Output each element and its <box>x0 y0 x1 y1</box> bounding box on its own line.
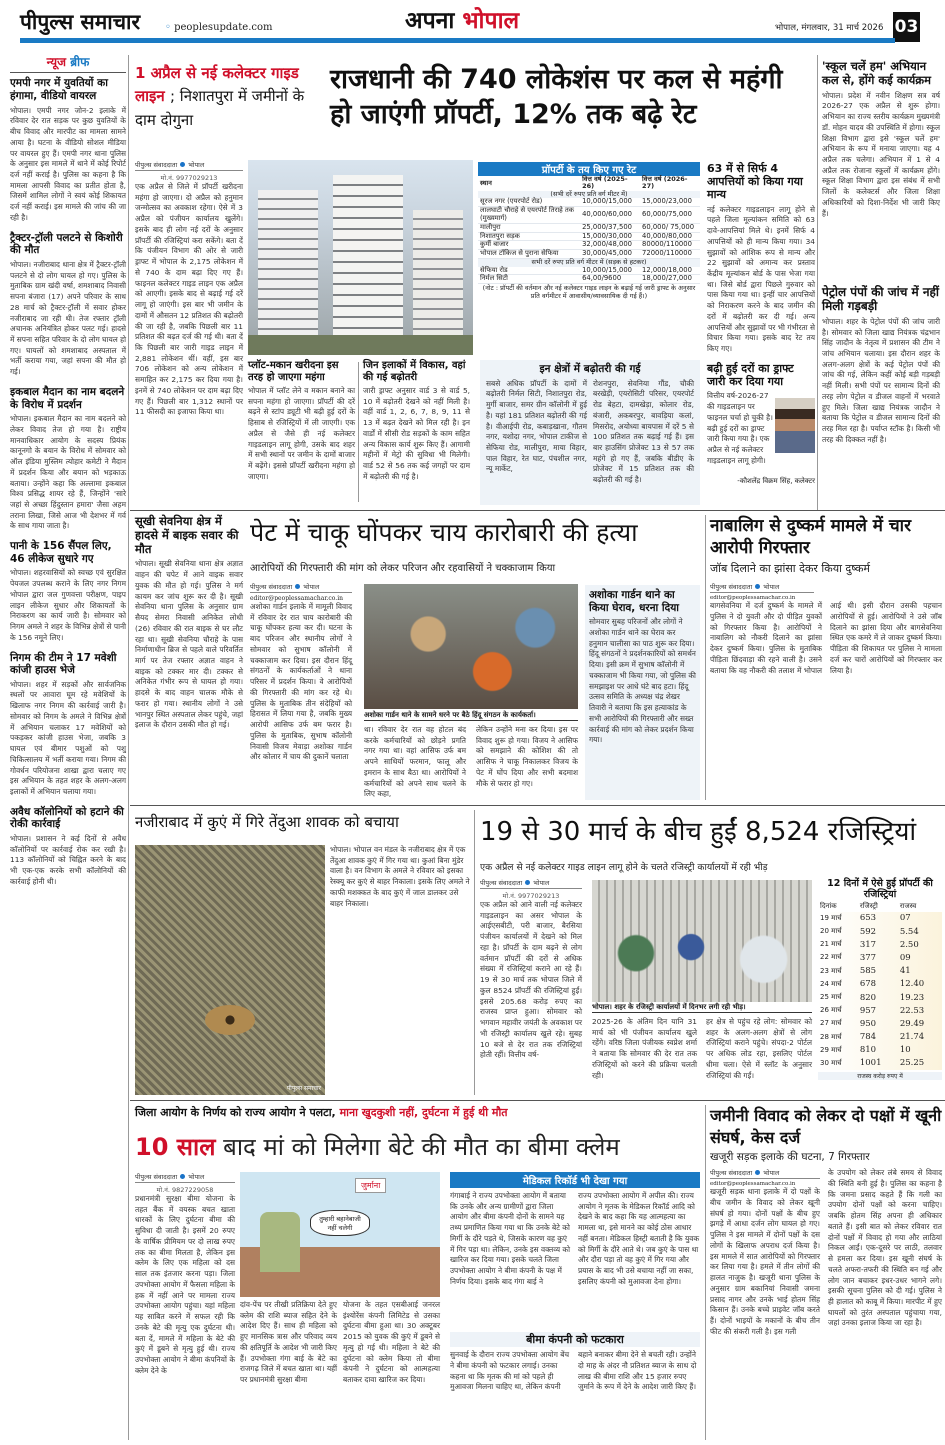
minor-article <box>710 515 942 800</box>
section-rule <box>130 805 945 806</box>
rates-cell: लालघाटी चौराहे से एयरपोर्ट तिराहे तक (मुख्यमार्ग) <box>480 206 574 223</box>
registry-cell: 592 <box>859 926 877 937</box>
registry-row <box>818 965 942 978</box>
brief-headline: ट्रैक्टर-ट्रॉली पलटने से किशोरी की मौत <box>10 231 123 257</box>
land-article <box>710 1105 942 1440</box>
land-byline <box>710 1168 820 1179</box>
brief-body: भोपाल। शहरवासियों को स्वच्छ एवं सुरक्षित पेयजल उपलब्ध कराने के लिए नगर निगम भोपाल द्वारा जल गुणवत्ता परीक्षण, पाइप लाइन लीकेज सुधार और शिकायतों के निराकरण का कार्य जारी है। सोमवार को निगम अमले ने शहर के विभिन्न क्षेत्रों से पानी के 156 नमूने लिए। <box>10 568 126 642</box>
draft-headline: बढ़ी हुई दरों का ड्राफ्ट जारी कर दिया गया <box>707 362 794 389</box>
rates-cell: 40,000/60,000 <box>582 210 632 219</box>
dateline: भोपाल, मंगलवार, 31 मार्च 2026 <box>775 23 884 33</box>
school-headline: 'स्कूल चलें हम' अभियान कल से, होंगे कई कार्यक्रम <box>822 59 932 87</box>
registry-cell: 950 <box>859 1018 877 1029</box>
page-number: 03 <box>893 12 920 42</box>
areas-box <box>480 360 700 505</box>
insurance-article <box>135 1172 235 1442</box>
rates-col-header: वित्त वर्ष (2025-26) <box>582 175 628 191</box>
registry-cell: 09 <box>899 952 911 963</box>
byline-place: भोपाल <box>188 1173 205 1181</box>
section-rule <box>130 510 945 511</box>
registry-cell: 1001 <box>859 1058 882 1069</box>
school-article <box>822 60 940 255</box>
rates-cell: मालीपुरा <box>480 222 501 231</box>
brief-headline: इकबाल मैदान का नाम बदलने के विरोध में प्रदर्शन <box>10 385 125 411</box>
rates-cell: 64,00/9600 <box>582 274 622 283</box>
registry-table-note: राजस्व करोड़ रुपए में <box>818 1072 942 1080</box>
rates-cell: 10,000/15,000 <box>582 265 632 274</box>
rates-cell: सेफिया रोड <box>480 265 508 274</box>
insurance-body-3: योजना के तहत एसबीआई जनरल इंश्योरेंस कंपनी लिमिटेड से उसका दुर्घटना बीमा हुआ था। 30 अक्टूबर 2015 को युवक की कुएं में डूबने से मृत्यु हो गई थी। महिला ने बेटे की दुर्घटना को क्लेम किया तो बीमा कंपनी ने दुर्घटना को आत्महत्या बताकर दावा खारिज कर दिया। <box>343 1300 440 1385</box>
brief-title-a: न्यूज <box>46 55 66 69</box>
registry-headline: 19 से 30 मार्च के बीच हुईं 8,524 रजिस्ट्रियां <box>480 817 917 847</box>
kicker-black: जिला आयोग के निर्णय को राज्य आयोग ने पलटा, <box>135 1106 336 1119</box>
rates-cell: 32,000/48,000 <box>582 240 632 249</box>
murder-body-3: लेकिन उन्होंने मना कर दिया। इस पर विवाद शुरू हो गया। विजय ने आसिफ को समझाने की कोशिश की तो आसिफ ने चाकू निकालकर विजय के पेट में घोंप दिया और सभी बदमाश मौके से फरार हो गए। <box>476 725 578 788</box>
rates-cell: 18,000/27,000 <box>642 274 692 283</box>
minor-subhead: जॉब दिलाने का झांसा देकर किया दुष्कर्म <box>710 562 870 576</box>
registry-cell: 21 मार्च <box>820 940 842 949</box>
registry-article <box>480 878 582 1095</box>
registry-table <box>818 901 942 1070</box>
medical-box <box>450 1172 700 1327</box>
dot-icon <box>295 584 300 589</box>
column-divider <box>474 810 475 1095</box>
registry-cell: 19.23 <box>899 992 925 1003</box>
kicker-red: माना खुदकुशी नहीं, दुर्घटना में हुई थी मौत <box>339 1106 508 1119</box>
rates-cell: निर्मल सिटी <box>480 274 508 283</box>
byline-place: भोपाल <box>763 1169 780 1178</box>
rates-footnote: (नोट : प्रॉपर्टी की वर्तमान और नई कलेक्टर गाइड लाइन के बढ़ाई गई जारी ड्राफ्ट के अनुसार प्रति वर्गमीटर में आवासीय/व्यावसायिक दी गई हैं।) <box>482 284 696 300</box>
byline-name: पीपुल्स संवाददाता <box>135 161 178 169</box>
registry-cell: 41 <box>899 966 911 977</box>
headline-rest: बाद मां को मिलेगा बेटे की मौत का बीमा क्लेम <box>223 1133 620 1161</box>
medical-box-title: मेडिकल रिकॉर्ड भी देखा गया <box>450 1172 700 1188</box>
lead-byline <box>135 160 243 171</box>
registry-body-2: 2025-26 के अंतिम दिन यानि 31 मार्च को भी पंजीयन कार्यालय खुले रहेंगे। वरिष्ठ जिला पंजीयक स्वप्नेश शर्मा ने बताया कि सोमवार की देर रात तक रजिस्ट्रियों को करने की प्रक्रिया चलती रही। <box>592 1017 697 1080</box>
brief-headline: एमपी नगर में युवतियों का हंगामा, वीडियो वायरल <box>10 77 108 102</box>
plot-body: भोपाल में प्लॉट लेने व मकान बनाने का सपना महंगा हो जाएगा। प्रॉपर्टी की दरें बढ़ने से स्टांप ड्यूटी भी बढ़ी हुई दरों के हिसाब से रजिस्ट्रियों में ली जाएगी। एक अप्रैल से जैसे ही नई कलेक्टर गाइडलाइन लागू होगी, उसके बाद शहर में सभी स्थानों पर जमीन के दामों बाजार में बढ़ेंगे। इससे प्रॉपर्टी खरीदना महंगा हो जाएगा। <box>248 386 355 481</box>
minor-byline <box>710 582 814 593</box>
sukhi-article <box>135 515 243 800</box>
column-divider <box>358 362 359 502</box>
rates-cell: 10,000/15,000 <box>582 197 632 206</box>
brief-title-b: ब्रीफ <box>70 55 90 69</box>
insurance-phone: मो.नं. 9827229058 <box>156 1186 214 1194</box>
brief-item <box>10 806 126 888</box>
cartoon-bubble: तुम्हारी बहानेबाजी नहीं चलेगी <box>310 1210 370 1236</box>
lead-phone: मो.नं. 9977029213 <box>160 174 218 182</box>
registry-cell: 957 <box>859 1005 877 1016</box>
buildings-photo <box>248 160 473 355</box>
wards-article <box>363 360 470 505</box>
registry-cell: 07 <box>899 913 911 924</box>
brief-item <box>10 540 126 643</box>
registry-row <box>818 991 942 1004</box>
registry-cell: 784 <box>859 1032 877 1043</box>
section-rule <box>130 1100 945 1101</box>
brief-headline: अवैध कॉलोनियों को हटाने की रोकी कार्रवाई <box>10 805 124 831</box>
rates-cell: 15,000/30,000 <box>582 231 632 240</box>
newspaper-logo: पीपुल्स समाचार <box>20 10 141 34</box>
areas-headline: इन क्षेत्रों में बढ़ोतरी की गई <box>539 363 641 375</box>
leopard-body: भोपाल। भोपाल वन मंडल के नजीराबाद क्षेत्र में एक तेंदुआ शावक कुएं में गिर गया था। कुआं बिना मुंडेर वाला है। वन विभाग के अमले ने रविवार को इसका रेस्क्यू कर कुएं से बाहर निकाला। इसके लिए अमले ने काफी मशक्कत के बाद कुएं में जाल डालकर उसे बाहर निकाला। <box>330 845 470 908</box>
section-title-a: अपना <box>405 8 455 34</box>
dot-icon <box>180 1174 185 1179</box>
plot-article <box>248 360 355 505</box>
rates-title: प्रॉपर्टी के तय किए गए रेट <box>478 162 700 176</box>
lead-kicker-red: 1 अप्रैल से नई कलेक्टर गाइड लाइन <box>135 64 299 106</box>
objections-headline: 63 में से सिर्फ 4 आपत्तियों को किया गया मान्य <box>707 162 803 202</box>
rates-cell: 60,000/75,000 <box>642 210 692 219</box>
lead-body: एक अप्रैल से जिले में प्रॉपर्टी खरीदना महंगा हो जाएगा। दो अप्रैल को हनुमान जन्मोत्सव का अवकाश रहेगा। ऐसे में 3 अप्रैल को पंजीयन कार्यालय खुलेंगे। इसके बाद ही लोग नई दरों के अनुसार प्रॉपर्टी की रजिस्ट्रियां करा सकेंगे। बता दें कि पंजीयन विभाग की ओर से जारी ड्राफ्ट में भोपाल के 2,175 लोकेशन में से 740 के दाम बढ़ा दिए गए हैं। फाइनल कलेक्टर गाइड लाइन एक अप्रैल को आएगी। इसके बाद से बढ़ाई गई दरें लागू हो जाएंगी। इस बार भी जमीन के दामों में औसतन 12 प्रतिशत की बढ़ोतरी की जा रही है, जबकि पिछली बार 11 प्रतिशत की बढ़त दर्ज की गई थी। बता दें कि पिछली बार जारी गाइड लाइन में 2,881 लोकेशन थीं। वहीं, इस बार 706 लोकेशन को अन्य लोकेशन में समाहित कर 2,175 कर दिया गया है। इनमें से 740 लोकेशन पर दाम बढ़ा दिए गए हैं। पिछली बार 1,312 स्थानों पर 11 फीसदी का इजाफा किया था। <box>135 182 243 417</box>
registry-office-photo <box>592 880 812 1002</box>
registry-cell: 810 <box>859 1045 877 1056</box>
collector-photo <box>775 398 815 453</box>
registry-cell: 653 <box>859 913 877 924</box>
registry-table-title: 12 दिनों में ऐसे हुई प्रॉपर्टी की रजिस्ट्रियां <box>827 878 933 901</box>
rates-col-header: वित्त वर्ष (2026-27) <box>642 175 688 191</box>
byline-name: पीपुल्स संवाददाता <box>250 583 293 591</box>
lead-article <box>135 160 243 505</box>
registry-byline <box>480 878 582 889</box>
registry-row <box>818 978 942 991</box>
registry-row <box>818 1030 942 1043</box>
brief-item <box>10 386 126 532</box>
registry-row <box>818 1004 942 1017</box>
rates-cell: निशातपुरा सड़क <box>480 231 520 240</box>
objections-body: नई कलेक्टर गाइडलाइन लागू होने से पहले जिला मूल्यांकन समिति को 63 दावे-आपत्तियां मिले थे। इनमें सिर्फ 4 आपत्तियों को ही मान्य किया गया। 34 सुझावों को आंशिक रूप से मान्य और 22 सुझावों को अमान्य कर प्रस्ताव केंद्रीय मूल्यांकन बोर्ड के पास भेजा गया था। जिसे बोर्ड द्वारा पिछले गुरुवार को पास किया गया था। इन्हीं चार आपत्तियों को निराकरण करने के बाद जमीन की दरों में बढ़ोतरी कर दी गई। अन्य आपत्तियों और सुझावों पर भी गंभीरता से विचार किया गया। इसके बाद रेट तय किए गए। <box>707 204 815 354</box>
rates-cell: 25,000/37,500 <box>582 222 632 231</box>
land-headline: जमीनी विवाद को लेकर दो पक्षों में खूनी संघर्ष, केस दर्ज <box>710 1106 942 1147</box>
registry-caption: भोपाल। शहर के रजिस्ट्री कार्यालयों में दिनभर लगी रही भीड़। <box>592 1003 812 1013</box>
registry-table-box <box>818 878 942 1096</box>
rates-box <box>478 162 700 356</box>
column-divider <box>128 55 129 1440</box>
registry-cell: 5.54 <box>899 926 919 937</box>
murder-body-1: अशोका गार्डन इलाके में मामूली विवाद में रविवार देर रात चाय कारोबारी की चाकू घोंपकर हत्या कर दी। घटना के बाद परिजन और स्थानीय लोगों ने सोमवार को सुभाष कॉलोनी में चक्काजाम कर दिया। इस दौरान हिंदू संगठनों के कार्यकर्ताओं ने थाना परिसर में प्रदर्शन किया। वे आरोपियों की गिरफ्तारी की मांग कर रहे थे। पुलिस के मुताबिक तीन संदेहियों को हिरासत में लिया गया है, जबकि मुख्य आरोपी आसिफ उर्फ बम फरार है। पुलिस के मुताबिक, सुभाष कॉलोनी निवासी विजय मेवाड़ा अशोका गार्डन और कोलार में चाय की दुकानें चलाता <box>250 602 352 762</box>
land-email[interactable]: editor@peoplessamachar.co.in <box>710 1181 796 1188</box>
rates-cell: 12,000/18,000 <box>642 265 692 274</box>
section-title <box>405 8 519 36</box>
school-body: भोपाल। प्रदेश में नवीन शिक्षण सत्र वर्ष 2026-27 एक अप्रैल से शुरू होगा। अभियान का राज्य स्तरीय कार्यक्रम मुख्यमंत्री डॉ. मोहन यादव की उपस्थिति में होगा। स्कूल शिक्षा विभाग द्वारा इसे 'स्कूल चलें हम' अभियान के रूप में मनाया जाएगा। यह 4 अप्रैल तक चलेगा। अभियान में 1 से 4 अप्रैल तक रोजाना स्कूलों में कार्यक्रम होंगे। स्कूल शिक्षा विभाग द्वारा इस संबंध में सभी जिलों के कलेक्टर्स और जिला शिक्षा अधिकारियों को दिशा-निर्देश भी जारी किए हैं। <box>822 90 940 218</box>
registry-row <box>818 1057 942 1070</box>
brief-headline: पानी के 156 सैंपल लिए, 46 लीकेज सुधारे गए <box>10 540 112 565</box>
byline-place: भोपाल <box>303 583 320 591</box>
registry-cell: 26 मार्च <box>820 1006 842 1015</box>
column-divider <box>817 55 818 510</box>
brief-item <box>10 232 126 378</box>
rebuke-title: बीमा कंपनी को फटकारा <box>450 1332 700 1347</box>
registry-cell: 25 मार्च <box>820 993 842 1001</box>
byline-place: भोपाल <box>533 879 550 887</box>
rates-row <box>478 207 700 224</box>
website-text: peoplesupdate.com <box>174 22 273 33</box>
headline-red: 10 साल <box>135 1133 216 1161</box>
dot-icon <box>755 584 760 589</box>
draft-attribution: -कौशलेंद्र विक्रम सिंह, कलेक्टर <box>737 477 815 486</box>
petrol-article <box>822 285 940 505</box>
brief-item <box>10 652 126 798</box>
column-divider <box>705 515 706 800</box>
column-divider <box>705 1105 706 1440</box>
globe-icon: ◦ <box>165 22 175 33</box>
brief-title <box>10 55 126 73</box>
land-subhead: खजूरी सड़क इलाके की घटना, 7 गिरफ्तार <box>710 1151 870 1164</box>
dot-icon <box>180 162 185 167</box>
rates-row <box>478 223 700 232</box>
lead-kicker <box>135 62 315 132</box>
registry-cell: 377 <box>859 952 877 963</box>
plot-headline: प्लॉट-मकान खरीदना इस तरह हो जाएगा महंगा <box>248 360 339 383</box>
wards-body: जारी ड्राफ्ट अनुसार वार्ड 3 से वार्ड 5, 10 में बढ़ोतरी देखने को नहीं मिली है। वहीं वार्ड 1, 2, 6, 7, 8, 9, 11 से 13 में बढ़त देखने को मिल रही है। इन वार्डों में सीसी रोड सड़कों के काम सहित अन्य विकास कार्य शुरू किए हैं। आगामी महीनों में मेट्रो की सुविधा भी मिलेगी। वार्ड 52 से 56 तक कई जगहों पर दाम में बढ़ोतरी की गई है। <box>363 386 470 481</box>
medical-body-2: राज्य उपभोक्ता आयोग में अपील की। राज्य आयोग ने मृतक के मेडिकल रिकॉर्ड आदि को देखने के बाद कहा कि यह आत्महत्या का मामला था, इसे मानने का कोई ठोस आधार नहीं बनता। मेडिकल हिस्ट्री बताती है कि युवक को मिर्गी के दौरे आते थे। जब कुएं के पास था और दौरा पड़ा तो वह कुएं में गिर गया और प्रयास के बाद भी उसे बचाया नहीं जा सका, इसलिए कंपनी को मुआवजा देना होगा। <box>578 1191 700 1286</box>
brief-headline: निगम की टीम ने 17 मवेशी कांजी हाउस भेजे <box>10 651 117 677</box>
registry-col-header: राजस्व <box>899 901 917 910</box>
byline-name: पीपुल्स संवाददाता <box>710 583 753 592</box>
byline-place: भोपाल <box>763 583 780 592</box>
brief-list <box>10 77 126 887</box>
murder-email[interactable]: editor@peoplessamachar.co.in <box>250 595 343 602</box>
byline-place: भोपाल <box>188 161 205 169</box>
registry-body-1: एक अप्रैल को आने वाली नई कलेक्टर गाइडलाइन का असर भोपाल के आईएसबीटी, परी बाजार, बैरसिया पंजीयन कार्यालयों में देखने को मिल रहा है। प्रॉपर्टी के दाम बढ़ने से लोग वर्तमान प्रॉपर्टी की दरों से अधिक संख्या में रजिस्ट्रियां कराने आ रहे हैं। 19 से 30 मार्च तक भोपाल जिले में कुल 8524 प्रॉपर्टी की रजिस्ट्रियां हुईं। इससे 205.68 करोड़ रुपए का राजस्व प्राप्त हुआ। सोमवार को भगवान महावीर जयंती के अवकाश पर भी रजिस्ट्री कार्यालय खुले रहे। सुबह 10 बजे से देर रात तक रजिस्ट्रियां होती रहीं। वित्तीय वर्ष- <box>480 900 582 1060</box>
rebuke-body-1: सुनवाई के दौरान राज्य उपभोक्ता आयोग बेंच ने बीमा कंपनी को फटकार लगाई। उनका कहना था कि मृतक की मां को पहले ही मुआवजा मिलना चाहिए था, लेकिन कंपनी <box>450 1350 570 1392</box>
byline-name: पीपुल्स संवाददाता <box>480 879 523 887</box>
registry-subhead: एक अप्रैल से नई कलेक्टर गाइड लाइन लागू होने के चलते रजिस्ट्री कार्यालयों में रही भीड़ <box>480 862 768 873</box>
murder-article <box>250 582 352 800</box>
registry-cell: 27 मार्च <box>820 1019 842 1028</box>
insurance-kicker <box>135 1106 705 1119</box>
rates-cell: 15,000/23,000 <box>642 197 692 206</box>
photo-credit: पीपुल्स समाचार <box>286 1085 321 1092</box>
areas-body-1: सबसे अधिक प्रॉपर्टी के दामों में बढ़ोतरी निर्मल सिटी, निशातपुरा रोड, मुर्गी बाजार, समर ग्रीन कॉलोनी में हुई है। यहां 181 प्रतिशत बढ़ोतरी की गई है। वीआईपी रोड, कबाड़खाना, गौतम नगर, यशोदा नगर, भोपाल टाकीज से सेफिया रोड, मालीपुरा, माया विहार, पाल विहार, रेत घाट, पंचशील नगर, न्यू मार्केट, <box>486 378 587 474</box>
protest-photo <box>364 584 578 709</box>
brief-body: भोपाल। इकबाल मैदान का नाम बदलने को लेकर विवाद तेज हो गया है। राष्ट्रीय मानवाधिकार आयोग के सदस्य प्रियंक कानूनगो के बयान के विरोध में सोमवार को ऑल इंडिया मुस्लिम त्योहार कमेटी ने मैदान में प्रदर्शन किया और बयान को भड़काऊ बताया। उन्होंने कहा कि अल्लामा इकबाल विश्व प्रसिद्ध शायर रहे हैं, जिन्होंने 'सारे जहां से अच्छा हिंदुस्तान हमारा' जैसा अहम तराना लिखा, जिसे आज भी देशभर में गर्व के साथ गाया जाता है। <box>10 414 126 531</box>
minor-headline: नाबालिग से दुष्कर्म मामले में चार आरोपी गिरफ्तार <box>710 516 912 559</box>
murder-body-2: था। रविवार देर रात वह होटल बंद करके कर्मचारियों को छोड़ने प्रगति नगर गया था। वहां आसिफ उर्फ बम अपने साथियों फरमान, फालू और इमरान के साथ बैठा था। आरोपियों ने कर्मचारियों को अपने साथ चलने के लिए कहा, <box>364 725 466 799</box>
registry-cell: 22 मार्च <box>820 953 842 962</box>
section-title-b: भोपाल <box>462 8 520 34</box>
masthead <box>0 0 945 44</box>
ashoka-box <box>585 585 700 800</box>
rates-note: सभी दरें रुपए प्रति वर्ग मीटर में (सड़क से हटकर) <box>478 259 700 267</box>
objections-article <box>707 162 815 357</box>
registry-col-header: दिनांक <box>820 901 837 910</box>
wards-headline: जिन इलाकों में विकास, वहां की गई बढ़ोतरी <box>363 360 466 383</box>
registry-row <box>818 938 942 951</box>
byline-name: पीपुल्स संवाददाता <box>710 1169 753 1178</box>
rates-note: (सभी दरें रुपए प्रति वर्ग मीटर में) <box>478 191 700 198</box>
registry-cell: 29 मार्च <box>820 1045 842 1054</box>
registry-cell: 25.25 <box>899 1058 925 1069</box>
insurance-byline <box>135 1172 235 1183</box>
registry-row <box>818 1044 942 1057</box>
registry-row <box>818 951 942 964</box>
ashoka-body: सोमवार सुबह परिजनों और लोगों ने अशोका गार्डन थाने का घेराव कर हनुमान चालीसा का पाठ शुरू कर दिया। हिंदू संगठनों ने प्रदर्शनकारियों को समर्थन दिया। इसी क्रम में सुभाष कॉलोनी में चक्काजाम भी किया गया, जो पुलिस की समझाइश पर आधे घंटे बाद हटा। हिंदू उत्सव समिति के अध्यक्ष चंद्र शेखर तिवारी ने बताया कि इस हत्याकांड के सभी आरोपियों की गिरफ्तारी और सख्त कार्रवाई की मांग को लेकर प्रदर्शन किया गया। <box>589 617 696 745</box>
dot-icon <box>525 880 530 885</box>
rates-row <box>478 275 700 284</box>
brief-body: भोपाल। नजीराबाद थाना क्षेत्र में ट्रैक्टर-ट्रॉली पलटने से दो लोग घायल हो गए। पुलिस के मुताबिक ग्राम खंदी वर्षा, शमशाबाद निवासी सपना बंजारा (17) अपने परिवार के साथ 28 मार्च को ट्रैक्टर-ट्रॉली में सवार होकर नजीराबाद जा रही थी। तेज रफ्तार ट्रॉली अचानक अनियंत्रित होकर पलट गई। हादसे में सपना सहित परिवार के दो लोग घायल हो गए। घायलों को शमशाबाद अस्पताल में भर्ती कराया गया, जहां सपना की मौत हो गई। <box>10 259 126 377</box>
murder-byline <box>250 582 352 593</box>
registry-phone: मो.नं. 9977029213 <box>502 892 560 900</box>
leopard-headline: नजीराबाद में कुएं में गिरे तेंदुआ शावक को बचाया <box>135 813 399 831</box>
rates-col-header: स्थान <box>480 178 492 187</box>
protest-caption: अशोका गार्डन थाने के सामने धरने पर बैठे हिंदू संगठन के कार्यकर्ता। <box>364 711 578 721</box>
areas-body-2: रोशनपुरा, सेवनिया गौंड, चौकी बरखेड़ी, एयरोसिटी परिसर, एयरपोर्ट रोड बेहटा, दामखेड़ा, कोलार रोड, बंजारी, अकबरपुर, बावड़िया कलां, मिसरोद, अयोध्या बायपास में दरें 5 से 100 प्रतिशत तक बढ़ाई गई हैं। इस बार हाउसिंग प्रोजेक्ट 13 से 57 तक महंगे हो गए हैं, जबकि बीडीए के प्रोजेक्ट में 15 प्रतिशत तक की बढ़ोतरी की गई है। <box>593 378 694 485</box>
registry-cell: 585 <box>859 966 877 977</box>
land-body-2: के उपयोग को लेकर लंबे समय से विवाद की स्थिति बनी हुई है। पुलिस का कहना है कि जमना प्रसाद कहते हैं कि गली का उपयोग दोनों पक्षों को करना चाहिए। जबकि होतम सिंह अपना ही अधिकार बताते हैं। इसी बात को लेकर रविवार रात दोनों पक्षों में विवाद हो गया और लाठियां निकल आईं। एक-दूसरे पर लाठी, तलवार से हमला कर दिया। इस खूनी संघर्ष के चलते अफरा-तफरी की स्थिति बन गई और लोग जान बचाकर इधर-उधर भागने लगे। इसकी सूचना पुलिस को दी गई। पुलिस ने ही हालात को काबू में किया। मारपीट में हुए घायलों को तुरंत अस्पताल पहुंचाया गया, जहां उनका इलाज किया जा रहा है। <box>828 1168 942 1328</box>
insurance-headline <box>135 1130 705 1163</box>
registry-cell: 20 मार्च <box>820 927 842 936</box>
registry-cell: 678 <box>859 979 877 990</box>
rates-cell: 60,000/ 75,000 <box>642 222 695 231</box>
registry-cell: 12.40 <box>899 979 925 990</box>
cartoon-sign: जुर्माना <box>355 1178 386 1193</box>
registry-cell: 19 मार्च <box>820 913 842 922</box>
rates-cell: 80000/110000 <box>642 240 692 249</box>
murder-subhead: आरोपियों की गिरफ्तारी की मांग को लेकर परिजन और रहवासियों ने चक्काजाम किया <box>250 563 556 574</box>
rates-table <box>478 176 700 284</box>
masthead-rule <box>20 38 895 43</box>
registry-col-header: रजिस्ट्री <box>859 901 878 910</box>
leopard-photo <box>135 845 325 1095</box>
lead-headline: राजधानी की 740 लोकेशंस पर कल से महंगी हो जाएंगी प्रॉपर्टी, 12% तक बढ़े रेट <box>330 64 783 131</box>
insurance-body-1: प्रधानमंत्री सुरक्षा बीमा योजना के तहत बैंक में वयस्क बचत खाता धारकों के लिए दुर्घटना बीमा की सुविधा दी जाती है। इसमें 20 रुपए के वार्षिक प्रीमियम पर दो लाख रुपए तक का बीमा मिलता है, लेकिन इस क्लेम के लिए एक महिला को दस साल तक इंतजार करना पड़ा। जिला उपभोक्ता आयोग में फैसला महिला के हक में नहीं आने पर मामला राज्य उपभोक्ता आयोग पहुंचा। यहां महिला यह साबित करने में सफल रही कि उनके बेटे की मृत्यु एक दुर्घटना थी। बता दें, मामले में महिला के बेटे की कुएं में डूबने से मृत्यु हुई थी। राज्य उपभोक्ता आयोग ने बीमा कंपनियों के क्लेम देने के <box>135 1194 236 1375</box>
rates-cell: 40,000/80,000 <box>642 231 692 240</box>
registry-cell: 28 मार्च <box>820 1032 842 1041</box>
byline-name: पीपुल्स संवाददाता <box>135 1173 178 1181</box>
registry-body-3: हर क्षेत्र से पहुंच रहे लोग: सोमवार को शहर के अलग-अलग क्षेत्रों से लोग रजिस्ट्रियां कराने पहुंचे। संपदा-2 पोर्टल पर अधिक लोड रहा, इसलिए पोर्टल धीमा चला। ऐसे में स्लॉट के अनुसार रजिस्ट्रियां की गईं। <box>706 1017 812 1080</box>
registry-cell: 317 <box>859 939 877 950</box>
registry-cell: 22.53 <box>899 1005 925 1016</box>
registry-row <box>818 1017 942 1030</box>
rebuke-body-2: बहाने बनाकर बीमा देने से बचती रही। उन्होंने दो माह के अंदर नौ प्रतिशत ब्याज के साथ दो लाख की बीमा राशि और 15 हजार रुपए जुर्माने के रूप में देने के आदेश जारी किए हैं। <box>578 1350 697 1392</box>
rebuke-box <box>450 1332 700 1442</box>
dot-icon <box>755 1170 760 1175</box>
rates-cell: सूरज नगर (एयरपोर्ट रोड) <box>480 197 543 206</box>
registry-cell: 29.49 <box>899 1018 925 1029</box>
minor-body: बागसेवनिया में दर्ज दुष्कर्म के मामले में पुलिस ने दो युवती और दो पीड़ित युवकों को गिरफ्तार किया है। आरोपियों ने नाबालिग को नौकरी दिलाने का झांसा देकर दुष्कर्म किया। पुलिस के मुताबिक पीड़िता छिंदवाड़ा की रहने वाली है। उसने बताया कि वह नौकरी की तलाश में भोपाल आई थी। इसी दौरान उसकी पहचान आरोपियों से हुई। आरोपियों ने उसे जॉब दिलाने का झांसा दिया और बागसेवनिया स्थित एक कमरे में ले जाकर दुष्कर्म किया। पीड़िता की शिकायत पर पुलिस ने मामला दर्ज कर चारों आरोपियों को गिरफ्तार कर लिया है। <box>710 601 942 675</box>
website-link[interactable] <box>165 22 273 33</box>
rates-cell: 30,000/45,000 <box>582 249 632 258</box>
registry-cell: 21.74 <box>899 1032 925 1043</box>
minor-email[interactable]: editor@peoplessamachar.co.in <box>710 595 796 602</box>
registry-cell: 23 मार्च <box>820 966 842 975</box>
lead-kicker-rest: ; निशातपुरा में जमीनों के दाम दोगुना <box>135 87 305 129</box>
sukhi-headline: सूखी सेवनिया क्षेत्र में हादसे में बाइक सवार की मौत <box>135 514 239 556</box>
court-cartoon <box>240 1172 440 1297</box>
petrol-body: भोपाल। शहर के पेट्रोल पंपों की जांच जारी है। सोमवार को जिला खाद्य नियंत्रक चंद्रभान सिंह जादौन के नेतृत्व में प्रशासन की टीम ने जांच अभियान चलाया। इस दौरान शहर के अलग-अलग क्षेत्रों के कई पेट्रोल पंपों की जांच की गई, लेकिन कहीं कोई बड़ी गड़बड़ी नहीं मिली। सभी पंपों पर सामान्य दिनों की तरह लोग पेट्रोल व डीजल वाहनों में भरवाते हुए मिले। जिला खाद्य नियंत्रक जादौन ने बताया कि पेट्रोल व डीजल सामान्य दिनों की तरह मिल रहा है। पर्याप्त स्टॉक है। किसी भी तरह की दिक्कत नहीं है। <box>822 316 940 444</box>
medical-body-1: गंगाबाई ने राज्य उपभोक्ता आयोग में बताया कि उनके और अन्य ग्रामीणों द्वारा जिला आयोग और बीमा कंपनी दोनों के सामने यह तथ्य प्रमाणित किया गया था कि उनके बेटे को मिर्गी के दौरे पड़ते थे, जिसके कारण वह कुएं में गिर पड़ा था। लेकिन, उनके इस वक्तव्य को खारिज कर दिया गया। इसके चलते जिला उपभोक्ता आयोग ने बीमा कंपनी के पक्ष में निर्णय दिया। इसके बाद गंगा बाई ने <box>450 1191 571 1286</box>
brief-body: भोपाल। शहर में सड़कों और सार्वजनिक स्थलों पर आवारा घूम रहे मवेशियों के खिलाफ नगर निगम की कार्रवाई जारी है। सोमवार को निगम के अमले ने विभिन्न क्षेत्रों में अभियान चलाकर 17 मवेशियों को पकड़कर कांजी हाउस भेजा, जबकि 3 घायल एवं बीमार पशुओं को पशु चिकित्सालय में भर्ती कराया गया। निगम की गोवर्धन परियोजना शाखा द्वारा चलाए गए इस अभियान के तहत शहर के अलग-अलग इलाकों में अभियान चलाया गया। <box>10 679 126 797</box>
ashoka-headline: अशोका गार्डन थाने का किया घेराव, धरना दिया <box>589 589 680 614</box>
sukhi-body: भोपाल। सूखी सेवनिया थाना क्षेत्र अज्ञात वाहन की चपेट में आने वाइक सवार युवक की मौत हो गई। पुलिस ने मर्ग कायम कर जांच शुरू कर दी है। सूखी सेवनिया थाना पुलिस के अनुसार ग्राम सैयद सेमरा निवासी अनिकेत लोधी (26) रविवार की रात बाइक से घर लौट रहा था। सूखी सेवनिया चौराहे के पास निर्माणाधीन ब्रिज से पहले वाले परिवर्तित मार्ग पर तेज रफ्तार अज्ञात वाहन ने बाइक को टक्कर मार दी। टक्कर से अनिकेत गंभीर रूप से घायल हो गया। हादसे के बाद वाहन चालक मौके से फरार हो गया। स्थानीय लोगों ने उसे भानपुर स्थित अस्पताल लेकर पहुंचे, जहां इलाज के दौरान उसकी मौत हो गई। <box>135 559 243 730</box>
insurance-body-2: दांव-पेंच पर तीखी प्रतिक्रिया देते हुए क्लेम की राशि ब्याज सहित देने के आदेश दिए हैं। साथ ही महिला को हुए मानसिक त्रास और परिवाद व्यय की क्षतिपूर्ति के आदेश भी जारी किए हैं। उपभोक्ता गंगा बाई के बेटे का राजगढ़ जिले में बचत खाता था। यहीं पर प्रधानमंत्री सुरक्षा बीमा <box>240 1300 337 1385</box>
draft-article <box>707 362 815 507</box>
brief-item <box>10 77 126 223</box>
registry-cell: 2.50 <box>899 939 919 950</box>
petrol-headline: पेट्रोल पंपों की जांच में नहीं मिली गड़बड़ी <box>822 285 940 314</box>
registry-cell: 30 मार्च <box>820 1058 842 1067</box>
brief-body: भोपाल। प्रशासन ने कई दिनों से अवैध कॉलोनियों पर कार्रवाई रोक कर रखी है। 113 कॉलोनियों को चिह्नित करने के बाद भी एक-एक करके सभी कॉलोनियों की कार्रवाई होनी थी। <box>10 833 126 886</box>
land-body-1: खजूरी सड़क थाना इलाके में दो पक्षों के बीच जमीन के विवाद को लेकर खूनी संघर्ष हो गया। दोनों पक्षों के बीच हुए झगड़े में आधा दर्जन लोग घायल हो गए। पुलिस ने इस मामले में दोनों पक्षों के दस लोगों के खिलाफ अपराध दर्ज किया है। इस मामले में सात आरोपियों को गिरफ्तार कर लिया गया है। हमले में तीन लोगों की हालत नाजुक है। खजूरी थाना पुलिस के अनुसार ग्राम बकानियां निवासी जमना प्रसाद नागर और उनके भाई होतम सिंह किसान हैं। उनके बच्चे प्राइवेट जॉब करते हैं। दोनों भाइयों के मकानों के बीच तीन फीट की संकरी गली है। इस गली <box>710 1187 820 1336</box>
rates-cell: कुर्मी बाजार <box>480 240 509 249</box>
news-brief-column <box>10 55 126 1440</box>
registry-row <box>818 925 942 938</box>
murder-headline: पेट में चाकू घोंपकर चाय कारोबारी की हत्या <box>250 518 638 547</box>
registry-row <box>818 912 942 925</box>
brief-body: भोपाल। एमपी नगर जोन-2 इलाके में रविवार देर रात सड़क पर कुछ युवतियों के बीच विवाद और मारपीट का मामला सामने आया है। घटना के वीडियो सोशल मीडिया पर वायरल हुए हैं। एमपी नगर थाना पुलिस के अनुसार इस मामले में थाने में कोई रिपोर्ट दर्ज नहीं कराई है। पुलिस का कहना है कि मामला आपसी विवाद का प्रतीत होता है, जिसमें शामिल लोगों ने स्वयं कोई शिकायत दर्ज नहीं कराई। इस मामले की जांच की जा रही है। <box>10 105 126 222</box>
rates-cell: 72000/110000 <box>642 249 692 258</box>
draft-quote: वित्तीय वर्ष-2026-27 की गाइडलाइन पर फाइनल चर्चा हो चुकी है। बढ़ी हुई दरों का ड्राफ्ट जारी किया गया है। एक अप्रैल से नई कलेक्टर गाइडलाइन लागू होगी। <box>707 391 773 465</box>
registry-cell: 24 मार्च <box>820 979 842 988</box>
registry-cell: 820 <box>859 992 877 1003</box>
rates-cell: भोपाल टॉकिज से पुराना सेफिया <box>480 249 559 258</box>
registry-cell: 10 <box>899 1045 911 1056</box>
